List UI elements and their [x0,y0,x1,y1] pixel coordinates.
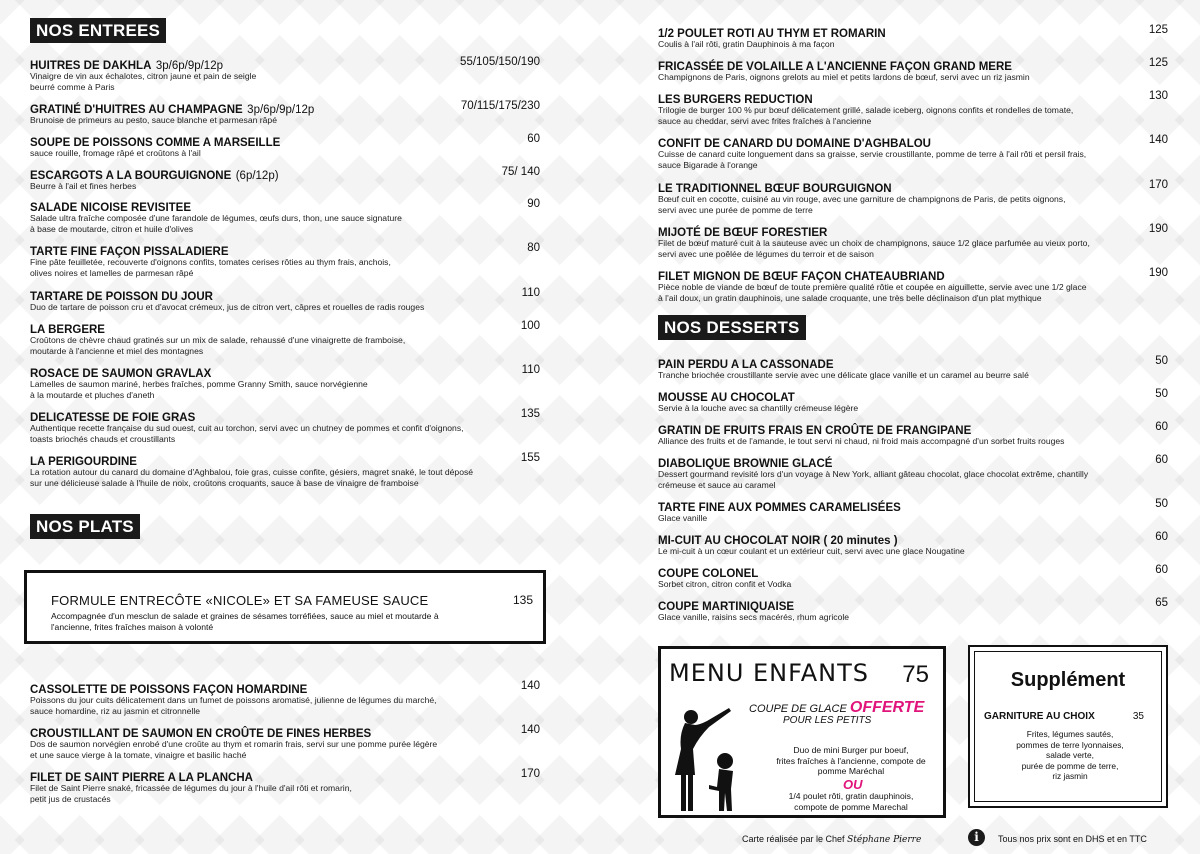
item-description: Croûtons de chèvre chaud gratinés sur un mix de salade, rehaussé d'une vinaigrette de framboise, moutarde à l'ancienne et miel des montagnes [30,335,406,356]
item-description: Sorbet citron, citron confit et Vodka [658,579,792,589]
menu-item [30,198,540,234]
menu-item [658,355,1168,381]
item-description: Duo de tartare de poisson cru et d'avocat crémeux, jus de citron vert, câpres et rouelles de radis rouges [30,302,425,312]
item-name: PAIN PERDU A LA CASSONADE [658,359,834,371]
item-price: 75/ 140 [501,166,540,178]
menu-item [658,179,1168,215]
item-price: 90 [527,198,540,210]
item-price: 50 [1155,355,1168,367]
menu-item [658,421,1168,447]
item-name: LE TRADITIONNEL BŒUF BOURGUIGNON [658,183,892,195]
item-price: 60 [1155,531,1168,543]
item-price: 60 [1155,454,1168,466]
menu-item [30,166,540,192]
item-price: 100 [520,320,540,332]
item-price: 140 [520,724,540,736]
item-description: Lamelles de saumon mariné, herbes fraîches, pomme Granny Smith, sauce norvégienne à la moutarde et pluches d'aneth [30,379,368,400]
item-name: COUPE MARTINIQUAISE [658,601,795,613]
item-description: Pièce noble de viande de bœuf de toute première qualité rôtie et coupée en aiguillette, servie avec une 1/2 glace à l'ail doux, un gratin dauphinois, une salade croquante, une très belle déclinaison d'un plat mythique [658,282,1087,303]
item-name: SALADE NICOISE REVISITEE [30,202,192,214]
kids-menu-price: 75 [902,661,929,688]
item-name: FILET MIGNON DE BŒUF FAÇON CHATEAUBRIAND [658,271,945,283]
credit-text: Carte réalisée par le Chef [742,834,845,844]
menu-item [30,452,540,488]
item-description: Trilogie de burger 100 % pur bœuf délicatement grillé, salade iceberg, oignons confits et rondelles de tomate, sauce au cheddar, servi avec frites fraîches à l'ancienne [658,105,1074,126]
item-portion: 3p/6p/9p/12p [155,60,223,72]
item-price: 190 [1148,223,1168,235]
prices-note: Tous nos prix sont en DHS et en TTC [998,834,1147,844]
supplement-box [968,645,1168,808]
menu-item [658,90,1168,126]
item-price: 50 [1155,388,1168,400]
item-price: 170 [520,768,540,780]
item-price: 65 [1155,597,1168,609]
item-name: FRICASSÉE DE VOLAILLE A L'ANCIENNE FAÇON GRAND MERE [658,61,1012,73]
kids-offer-highlight: OFFERTE [849,699,925,716]
menu-item [658,597,1168,623]
menu-item [30,724,540,760]
item-description: Dos de saumon norvégien enrobé d'une croûte au thym et romarin frais, servi sur une pomme purée légère et une sauce vierge à la tomate, vinaigre et basilic haché [30,739,438,760]
kids-option-2: 1/4 poulet rôti, gratin dauphinois, compote de pomme Marechal [788,791,914,812]
item-description: Coulis à l'ail rôti, gratin Dauphinois à ma façon [658,39,835,49]
menu-item [30,56,540,92]
item-name: TARTARE DE POISSON DU JOUR [30,291,213,303]
chef-signature: Stéphane Pierre [847,835,922,845]
item-description: Tranche briochée croustillante servie avec une délicate glace vanille et un caramel au beurre salé [658,370,1029,380]
item-price: 60 [527,133,540,145]
item-name: LA PERIGOURDINE [30,456,137,468]
menu-item [30,100,540,126]
chef-credit [742,834,921,845]
item-name: GRATINÉ D'HUITRES AU CHAMPAGNE [30,104,243,116]
item-description: sauce rouille, fromage râpé et croûtons à l'ail [30,148,201,158]
item-name: GRATIN DE FRUITS FRAIS EN CROÛTE DE FRANGIPANE [658,425,972,437]
item-name: FILET DE SAINT PIERRE A LA PLANCHA [30,772,253,784]
menu-item [658,531,1168,557]
menu-item [30,364,540,400]
featured-dish-price: 135 [512,593,533,607]
item-price: 80 [527,242,540,254]
menu-item [30,133,540,159]
item-name: HUITRES DE DAKHLA [30,60,152,72]
item-description: Alliance des fruits et de l'amande, le tout servi ni chaud, ni froid mais accompagné d'un sorbet fruits rouges [658,436,1065,446]
item-name: ESCARGOTS A LA BOURGUIGNONE [30,170,232,182]
item-name: MOUSSE AU CHOCOLAT [658,392,795,404]
menu-item [658,564,1168,590]
item-description: Fine pâte feuilletée, recouverte d'oignons confits, tomates cerises rôties au thym frais, anchois, olives noires et lamelles de parmesan râpé [30,257,391,278]
featured-dish-box [24,570,546,644]
item-price: 60 [1155,564,1168,576]
item-price: 70/115/175/230 [460,100,540,112]
item-price: 55/105/150/190 [460,56,540,68]
item-name: CASSOLETTE DE POISSONS FAÇON HOMARDINE [30,684,308,696]
item-name: COUPE COLONEL [658,568,759,580]
info-icon: i [968,829,985,846]
item-name: TARTE FINE AUX POMMES CARAMELISÉES [658,502,901,514]
kids-menu-title: MENU ENFANTS [669,659,870,687]
item-portion: 3p/6p/9p/12p [247,104,315,116]
item-price: 125 [1148,24,1168,36]
supplement-description: Frites, légumes sautés, pommes de terre lyonnaises, salade verte, purée de pomme de terre, riz jasmin [1016,729,1124,781]
item-description: Filet de bœuf maturé cuit à la sauteuse avec un choix de champignons, sauce 1/2 glace parfumée au vieux porto, servi avec une poêlée de légumes du terroir et de saison [658,238,1090,259]
item-description: La rotation autour du canard du domaine d'Aghbalou, foie gras, cuisse confite, gésiers, magret snaké, le tout déposé sur une délicieuse salade à l'huile de noix, croûtons croquants, sauce à base de vinaigre de framboise [30,467,474,488]
item-name: LA BERGERE [30,324,105,336]
item-description: Beurre à l'ail et fines herbes [30,181,137,191]
item-description: Vinaigre de vin aux échalotes, citron jaune et pain de seigle beurré comme à Paris [30,71,257,92]
children-silhouette-icon [669,705,749,815]
item-description: Servie à la louche avec sa chantilly crémeuse légère [658,403,859,413]
featured-dish-name: FORMULE ENTRECÔTE «NICOLE» ET SA FAMEUSE SAUCE [51,593,429,608]
item-price: 125 [1148,57,1168,69]
plats-section-title: NOS PLATS [30,514,140,539]
item-name: SOUPE DE POISSONS COMME A MARSEILLE [30,137,281,149]
item-name: 1/2 POULET ROTI AU THYM ET ROMARIN [658,28,886,40]
item-name: CONFIT DE CANARD DU DOMAINE D'AGHBALOU [658,138,931,150]
menu-item [30,287,540,313]
menu-item [658,24,1168,50]
item-description: Glace vanille, raisins secs macérés, rhum agricole [658,612,850,622]
item-name: ROSACE DE SAUMON GRAVLAX [30,368,212,380]
kids-menu-offer-line2: POUR LES PETITS [783,715,872,726]
menu-item [658,223,1168,259]
item-price: 50 [1155,498,1168,510]
item-description: Dessert gourmand revisité lors d'un voyage à New York, alliant gâteau chocolat, glace chocolat extrême, chantilly crémeuse et sauce au caramel [658,469,1089,490]
item-description: Champignons de Paris, oignons grelots au miel et petits lardons de bœuf, servi avec un riz jasmin [658,72,1030,82]
item-name: DIABOLIQUE BROWNIE GLACÉ [658,458,833,470]
menu-item [658,388,1168,414]
item-name: MIJOTÉ DE BŒUF FORESTIER [658,227,828,239]
item-name: DELICATESSE DE FOIE GRAS [30,412,196,424]
item-price: 140 [520,680,540,692]
item-name: TARTE FINE FAÇON PISSALADIERE [30,246,229,258]
item-price: 60 [1155,421,1168,433]
menu-item [30,408,540,444]
menu-item [30,242,540,278]
kids-option-1: Duo de mini Burger pur boeuf, frites fraîches à l'ancienne, compote de pomme Maréchal [776,745,926,776]
item-name: LES BURGERS REDUCTION [658,94,813,106]
item-price: 170 [1148,179,1168,191]
item-price: 190 [1148,267,1168,279]
item-price: 155 [520,452,540,464]
item-description: Salade ultra fraîche composée d'une farandole de légumes, œufs durs, thon, une sauce signature à base de moutarde, citron et huile d'olives [30,213,402,234]
menu-item [658,454,1168,490]
item-name: MI-CUIT AU CHOCOLAT NOIR ( 20 minutes ) [658,535,898,547]
kids-menu-box [658,646,946,818]
menu-item [658,57,1168,83]
item-description: Brunoise de primeurs au pesto, sauce blanche et parmesan râpé [30,115,277,125]
item-price: 140 [1148,134,1168,146]
supplement-title: Supplément [1010,669,1126,691]
item-portion: (6p/12p) [235,170,279,182]
supplement-label: GARNITURE AU CHOIX [984,711,1095,722]
item-description: Le mi-cuit à un cœur coulant et un extérieur cuit, servi avec une glace Nougatine [658,546,965,556]
menu-item [658,134,1168,170]
menu-item [30,680,540,716]
menu-item [30,320,540,356]
menu-item [658,498,1168,524]
menu-item [30,768,540,804]
item-description: Filet de Saint Pierre snaké, fricassée de légumes du jour à l'huile d'ail rôti et romarin, petit jus de crustacés [30,783,352,804]
item-description: Cuisse de canard cuite longuement dans sa graisse, servie croustillante, pomme de terre à l'ail rôti et persil frais, sauce Bigarade à l'orange [658,149,1087,170]
desserts-section-title: NOS DESSERTS [658,315,806,340]
item-description: Authentique recette française du sud ouest, cuit au torchon, servi avec un chutney de pommes et confit d'oignons, toasts briochés chauds et croustillants [30,423,464,444]
supplement-price: 35 [1132,711,1144,722]
item-price: 110 [521,287,540,299]
item-price: 130 [1148,90,1168,102]
item-price: 110 [521,364,540,376]
menu-item [658,267,1168,303]
item-description: Poissons du jour cuits délicatement dans un fumet de poissons aromatisé, julienne de légumes du marché, sauce homardine, riz au jasmin et citronnelle [30,695,437,716]
item-price: 135 [520,408,540,420]
kids-option-separator: OU [843,777,863,792]
item-name: CROUSTILLANT DE SAUMON EN CROÛTE DE FINES HERBES [30,728,372,740]
entrees-section-title: NOS ENTREES [30,18,166,43]
featured-dish-description: Accompagnée d'un mesclun de salade et graines de sésames torréfiées, sauce au miel et moutarde à l'ancienne, frites fraîches maison à volonté [51,611,439,632]
item-description: Glace vanille [658,513,708,523]
kids-offer-prefix: COUPE DE GLACE [749,703,847,715]
item-description: Bœuf cuit en cocotte, cuisiné au vin rouge, avec une garniture de champignons de Paris, de petits oignons, servi avec une purée de pomme de terre [658,194,1066,215]
